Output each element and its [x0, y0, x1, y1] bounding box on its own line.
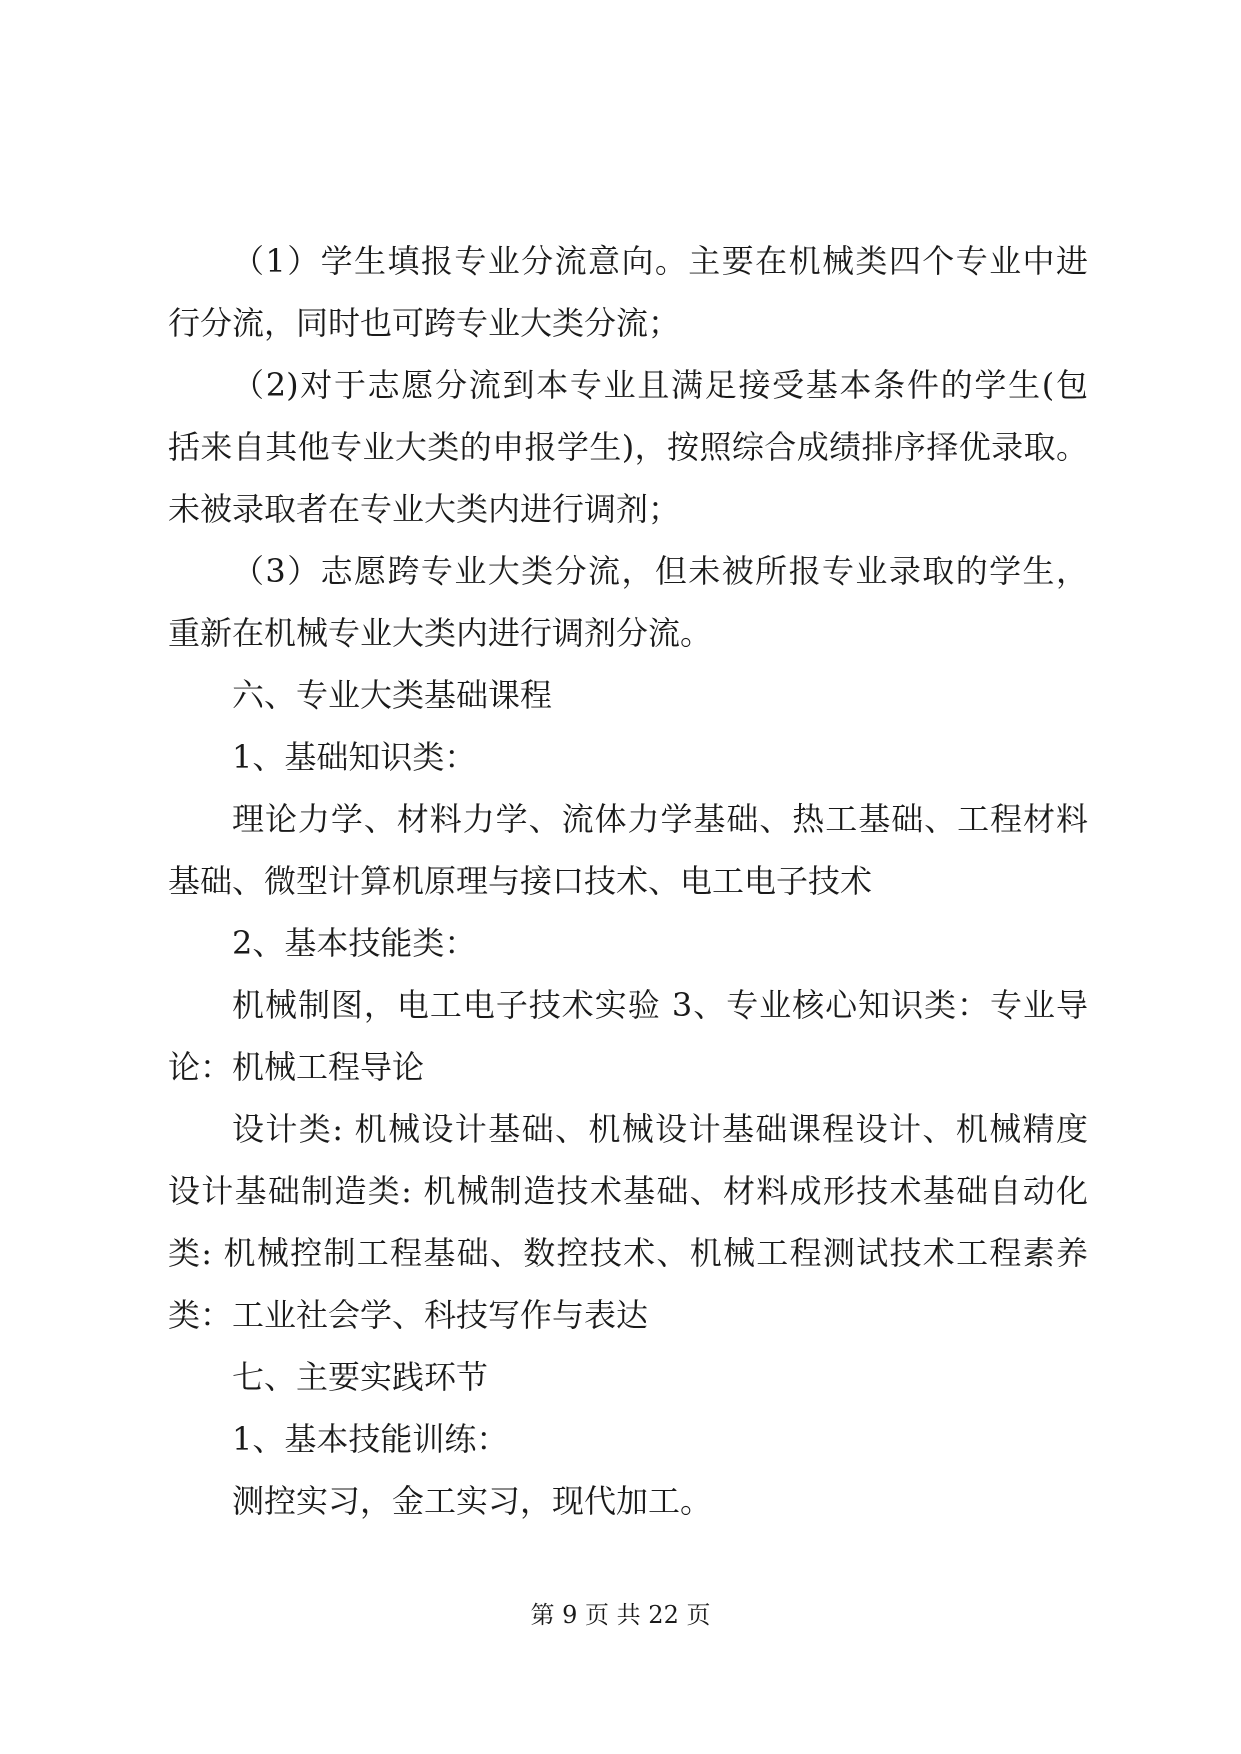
paragraph-line: 括来自其他专业大类的申报学生)，按照综合成绩排序择优录取。 [168, 428, 1088, 466]
paragraph-line: 行分流，同时也可跨专业大类分流； [168, 304, 681, 342]
paragraph-line: 测控实习，金工实习，现代加工。 [232, 1482, 713, 1520]
subsection-heading: 1、基础知识类： [232, 738, 477, 776]
paragraph-line: （3）志愿跨专业大类分流，但未被所报专业录取的学生， [232, 552, 1088, 590]
page-footer [0, 1598, 1241, 1632]
paragraph-line: 未被录取者在专业大类内进行调剂； [168, 490, 681, 528]
section-heading: 六、专业大类基础课程 [232, 676, 553, 714]
paragraph-line: 设计类: 机械设计基础、机械设计基础课程设计、机械精度 [232, 1110, 1088, 1148]
paragraph-line: 类：工业社会学、科技写作与表达 [168, 1296, 649, 1334]
paragraph-line: （1）学生填报专业分流意向。主要在机械类四个专业中进 [232, 242, 1088, 280]
subsection-heading: 1、基本技能训练： [232, 1420, 509, 1458]
paragraph-line: 机械制图，电工电子技术实验 3、专业核心知识类：专业导 [232, 986, 1088, 1024]
subsection-heading: 2、基本技能类： [232, 924, 477, 962]
paragraph-line: 类: 机械控制工程基础、数控技术、机械工程测试技术工程素养 [168, 1234, 1088, 1272]
page-number-label: 第 9 页 共 22 页 [530, 1601, 711, 1629]
paragraph-line: 设计基础制造类: 机械制造技术基础、材料成形技术基础自动化 [168, 1172, 1088, 1210]
section-heading: 七、主要实践环节 [232, 1358, 489, 1396]
paragraph-line: 重新在机械专业大类内进行调剂分流。 [168, 614, 713, 652]
document-body [168, 230, 1088, 1532]
paragraph-line: 论：机械工程导论 [168, 1048, 425, 1086]
paragraph-line: 基础、微型计算机原理与接口技术、电工电子技术 [168, 862, 873, 900]
paragraph-line: （2)对于志愿分流到本专业且满足接受基本条件的学生(包 [232, 366, 1088, 404]
paragraph-line: 理论力学、材料力学、流体力学基础、热工基础、工程材料 [232, 800, 1088, 838]
